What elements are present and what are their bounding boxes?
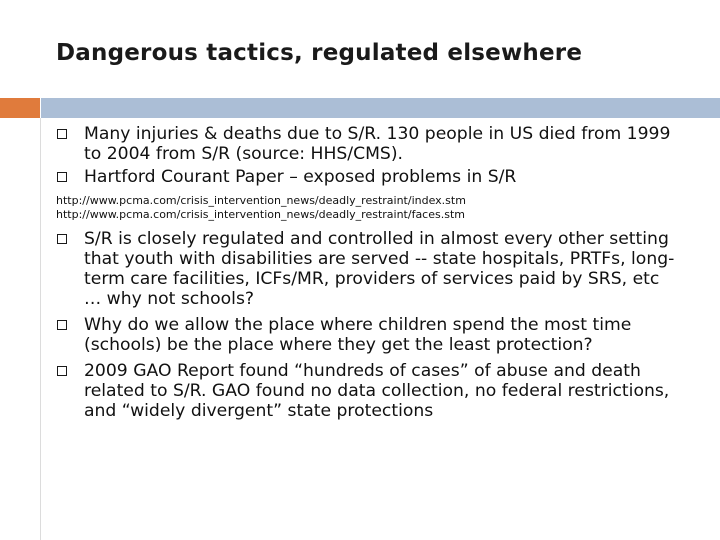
square-bullet-icon — [57, 320, 67, 330]
slide-content — [0, 124, 720, 421]
bullet-text: 2009 GAO Report found “hundreds of cases” of abuse and death related to S/R. GAO found no data collection, no federal restrictions, and “widely divergent” state protections — [84, 361, 670, 421]
bullet-text: S/R is closely regulated and controlled in almost every other setting that youth with disabilities are served -- state hospitals, PRTFs, long-term care facilities, ICFs/MR, providers of services paid by SRS, etc … why not schools? — [84, 229, 675, 309]
slide-title: Dangerous tactics, regulated elsewhere — [56, 40, 583, 66]
source-url: http://www.pcma.com/crisis_intervention_news/deadly_restraint/faces.stm — [56, 208, 465, 221]
bullet-item — [0, 167, 720, 187]
source-url: http://www.pcma.com/crisis_intervention_news/deadly_restraint/index.stm — [56, 194, 466, 207]
square-bullet-icon — [57, 366, 67, 376]
square-bullet-icon — [57, 172, 67, 182]
bullet-item — [0, 315, 720, 355]
bullet-item — [0, 229, 720, 309]
bullet-text: Hartford Courant Paper – exposed problems in S/R — [84, 167, 517, 187]
bullet-text: Why do we allow the place where children spend the most time (schools) be the place where they get the least protection? — [84, 315, 632, 355]
square-bullet-icon — [57, 129, 67, 139]
square-bullet-icon — [57, 234, 67, 244]
accent-bar — [0, 98, 40, 118]
header-bar — [41, 98, 720, 118]
bullet-item — [0, 361, 720, 421]
bullet-item — [0, 124, 720, 164]
bullet-text: Many injuries & deaths due to S/R. 130 people in US died from 1999 to 2004 from S/R (source: HHS/CMS). — [84, 124, 671, 164]
